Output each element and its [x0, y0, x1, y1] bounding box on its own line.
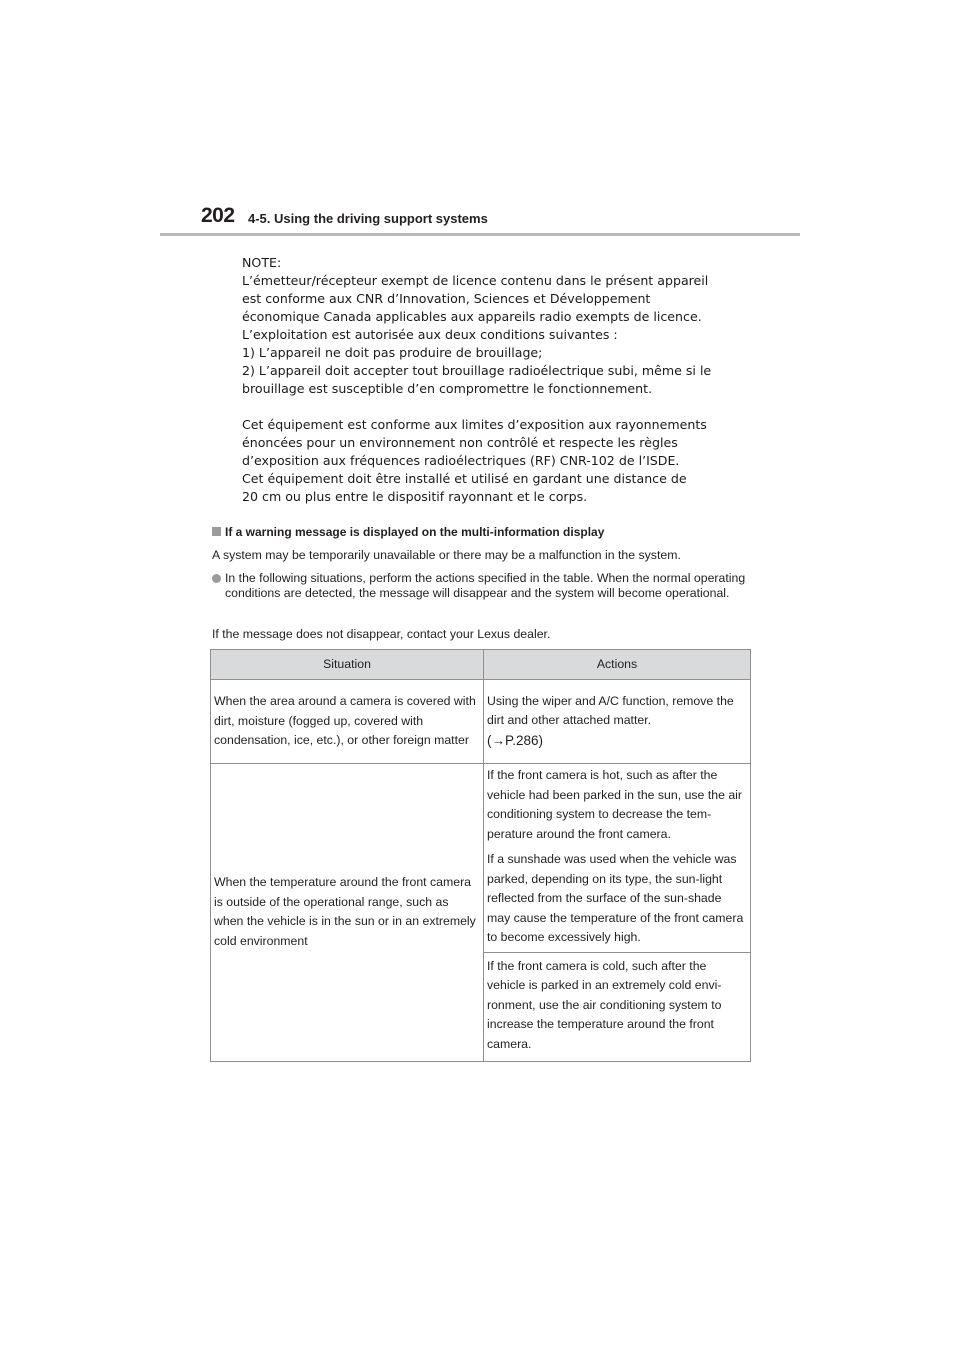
- header-divider: [160, 233, 800, 236]
- notice-line: Cet équipement est conforme aux limites d’exposition aux rayonnements: [242, 417, 707, 432]
- notice-line: brouillage est susceptible d’en compromettre le fonctionnement.: [242, 381, 653, 396]
- page-reference: (→P.286): [487, 732, 544, 748]
- action-cell: If the front camera is cold, such after the vehicle is parked in an extremely cold envi-ronment, use the air conditioning system to increase the temperature around the front camera.: [484, 952, 751, 1061]
- notice-line: L’émetteur/récepteur exempt de licence contenu dans le présent appareil: [242, 273, 709, 288]
- action-cell: [484, 680, 751, 764]
- notice-line: NOTE:: [242, 255, 282, 270]
- column-header-situation: Situation: [211, 650, 484, 680]
- notice-line: d’exposition aux fréquences radioélectriques (RF) CNR-102 de l’ISDE.: [242, 453, 680, 468]
- notice-line: est conforme aux CNR d’Innovation, Sciences et Développement: [242, 291, 651, 306]
- notice-line: 1) L’appareil ne doit pas produire de brouillage;: [242, 345, 543, 360]
- situation-cell: When the temperature around the front camera is outside of the operational range, such as when the vehicle is in the sun or in an extremely cold environment: [211, 764, 484, 1062]
- situation-actions-table: [210, 649, 751, 1062]
- page-header: [160, 206, 800, 234]
- column-header-actions: Actions: [484, 650, 751, 680]
- square-bullet-icon: [212, 527, 221, 536]
- action-text: Using the wiper and A/C function, remove the dirt and other attached matter.: [487, 693, 734, 728]
- notice-line: L’exploitation est autorisée aux deux conditions suivantes :: [242, 327, 618, 342]
- situation-cell: When the area around a camera is covered with dirt, moisture (fogged up, covered with condensation, ice, etc.), or other foreign matter: [211, 680, 484, 764]
- warning-heading: [212, 525, 604, 539]
- notice-line: économique Canada applicables aux appareils radio exempts de licence.: [242, 309, 702, 324]
- dealer-paragraph: If the message does not disappear, contact your Lexus dealer.: [212, 627, 551, 641]
- circle-bullet-icon: [212, 574, 221, 583]
- bullet-text: In the following situations, perform the actions specified in the table. When the normal operating conditions are detected, the message will disappear and the system will become operational.: [225, 571, 746, 600]
- notice-line: 20 cm ou plus entre le dispositif rayonnant et le corps.: [242, 489, 588, 504]
- action-text: If the front camera is hot, such as after the vehicle had been parked in the sun, use the air conditioning system to decrease the tem-perature around the front camera.: [487, 768, 742, 841]
- intro-paragraph: A system may be temporarily unavailable or there may be a malfunction in the system.: [212, 548, 681, 562]
- notice-line: énoncées pour un environnement non contrôlé et respecte les règles: [242, 435, 678, 450]
- action-text: If a sunshade was used when the vehicle was parked, depending on its type, the sun-light reflected from the surface of the sun-shade may cause the temperature of the front camera to become excessively high.: [487, 852, 744, 944]
- warning-heading-text: If a warning message is displayed on the multi-information display: [225, 525, 605, 539]
- table-row: [211, 764, 751, 953]
- notice-line: Cet équipement doit être installé et utilisé en gardant une distance de: [242, 471, 687, 486]
- section-title: 4-5. Using the driving support systems: [248, 211, 488, 226]
- bullet-item: [212, 571, 752, 601]
- page-number: 202: [201, 204, 235, 227]
- canada-notice: [242, 254, 742, 506]
- action-cell: [484, 764, 751, 953]
- table-row: [211, 680, 751, 764]
- notice-line: 2) L’appareil doit accepter tout brouillage radioélectrique subi, même si le: [242, 363, 712, 378]
